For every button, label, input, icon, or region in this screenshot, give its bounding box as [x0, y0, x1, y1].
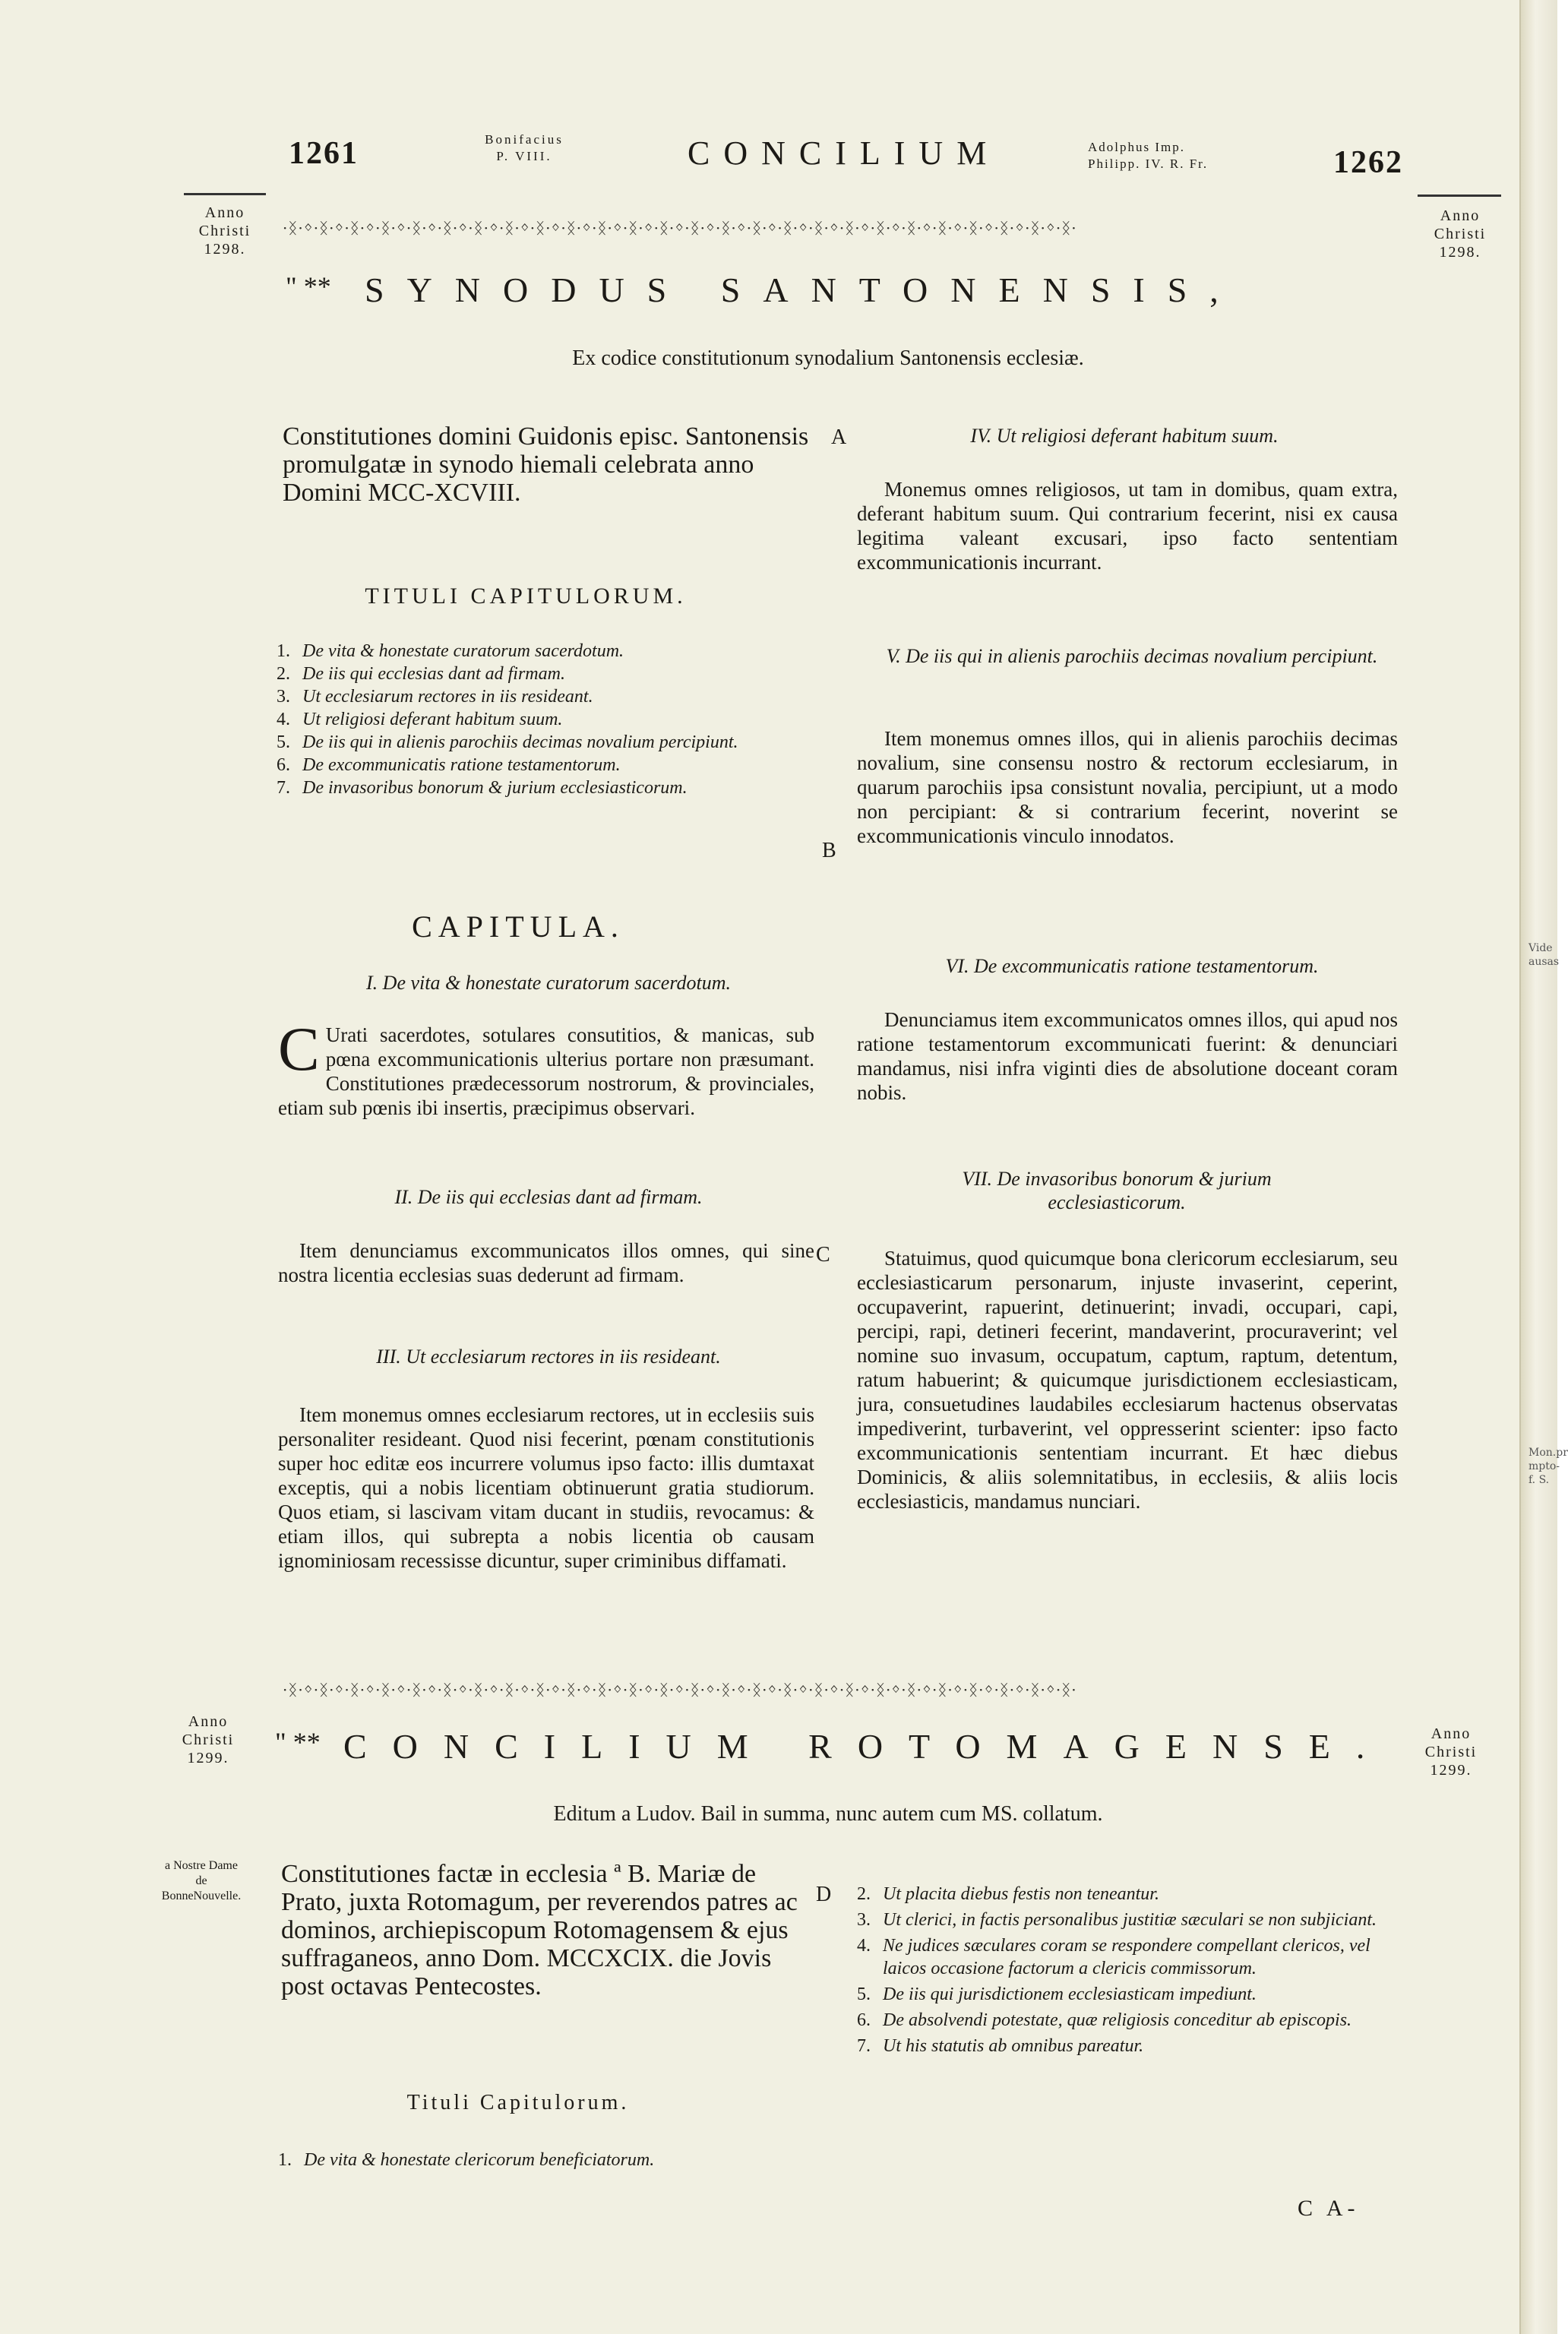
anno-year: 1298.: [204, 241, 246, 258]
chapter-1-heading: I. De vita & honestate curatorum sacerdotum.: [366, 972, 731, 994]
item-text: De vita & honestate curatorum sacerdotum.: [302, 641, 624, 661]
anno-label: Anno: [188, 1713, 229, 1730]
tituli-list: [277, 640, 808, 799]
chapter-1-text: [278, 1014, 814, 1120]
item-text: Ut clerici, in factis personalibus justitiæ sæculari se non subjiciant.: [883, 1910, 1377, 1930]
item-text: De iis qui jurisdictionem ecclesiasticam impediunt.: [883, 1985, 1257, 2004]
list-item: [277, 663, 808, 685]
item-number: 7.: [277, 778, 290, 798]
reference-mark: " **: [275, 1727, 321, 1757]
margin-letter-d: D: [816, 1883, 832, 1906]
list-item: [857, 1934, 1404, 1980]
item-number: 3.: [277, 687, 290, 707]
item-text: Ut ecclesiarum rectores in iis resideant.: [302, 687, 593, 707]
edge-fragment: ausas: [1528, 956, 1560, 968]
item-text: De iis qui ecclesias dant ad firmam.: [302, 664, 565, 684]
header-ruler-line1: Adolphus Imp.: [1088, 140, 1185, 154]
anno-label: Anno: [1440, 207, 1481, 224]
concilium-tituli-heading: Tituli Capitulorum.: [406, 2091, 630, 2114]
list-item: [277, 776, 808, 799]
catchword: C A-: [1298, 2196, 1360, 2221]
item-text: Ut religiosi deferant habitum suum.: [302, 710, 563, 729]
anno-rule: [1418, 194, 1501, 197]
chapter-6-heading: VI. De excommunicatis ratione testamentorum.: [945, 955, 1319, 977]
list-item: [277, 731, 808, 754]
chapter-6-text: Denunciamus item excommunicatos omnes illos, qui apud nos ratione testamentorum excommunicati fuerint: & denunciari mandamus, nisi infra viginti dies de absolutione doceant coram nobis.: [857, 1008, 1398, 1104]
anno-year: 1298.: [1439, 244, 1481, 261]
margin-letter-a: A: [831, 425, 847, 449]
anno-block-left-top: [179, 204, 270, 258]
item-text: De excommunicatis ratione testamentorum.: [302, 755, 621, 775]
list-item: [277, 708, 808, 731]
list-item: [857, 1883, 1404, 1905]
item-number: 4.: [857, 1936, 871, 1956]
item-text: Ut placita diebus festis non teneantur.: [883, 1884, 1159, 1904]
list-item: [277, 685, 808, 708]
item-number: 2.: [277, 664, 290, 684]
item-text: Ne judices sæculares coram se respondere compellant clericos, vel laicos occasione factorum a clericis commissorum.: [883, 1936, 1370, 1978]
anno-label: Anno: [204, 204, 245, 221]
list-item: [857, 1909, 1404, 1931]
list-item: [277, 640, 808, 663]
marginal-note: a Nostre Dame de BonneNouvelle.: [161, 1859, 242, 1902]
chapter-2-heading: II. De iis qui ecclesias dant ad firmam.: [394, 1186, 703, 1208]
item-number: 5.: [857, 1985, 871, 2004]
anno-label: Christi: [198, 223, 251, 239]
header-ruler-line2: Philipp. IV. R. Fr.: [1088, 157, 1209, 171]
item-text: De vita & honestate clericorum beneficiatorum.: [304, 2150, 655, 2170]
chapter-4-heading: IV. Ut religiosi deferant habitum suum.: [970, 425, 1279, 447]
item-number: 1.: [277, 641, 290, 661]
anno-block-right-bottom: [1405, 1725, 1497, 1779]
anno-block-left-bottom: [163, 1713, 254, 1767]
list-item: [857, 2009, 1404, 2032]
list-item: [277, 754, 808, 776]
chapter-3-text: Item monemus omnes ecclesiarum rectores, ut in ecclesiis suis personaliter resideant. Quod nisi fecerint, pœnam constitutionis super hoc editæ eos incurrere volumus ipso facto: illis dumtaxat exceptis, qui a nobis licentiam obtinuerunt gratia studiorum. Quos etiam, si lascivam vitam ducant in studiis, revocamus: & etiam illos, qui subrepta a nobis licentia ob causam ignominiosam recessisse dicuntur, super criminibus diffamati.: [278, 1403, 814, 1572]
edge-fragment: Vide: [1528, 942, 1553, 954]
concilium-tituli-right: [857, 1883, 1404, 2057]
anno-label: Christi: [182, 1732, 235, 1748]
list-item: [857, 2035, 1404, 2057]
anno-block-right-top: [1415, 207, 1506, 261]
ornament-band-middle: ·ᛝ·ᛜ·ᛝ·ᛜ·ᛝ·ᛜ·ᛝ·ᛜ·ᛝ·ᛜ·ᛝ·ᛜ·ᛝ·ᛜ·ᛝ·ᛜ·ᛝ·ᛜ·ᛝ·ᛜ·ᛝ·ᛜ·ᛝ·ᛜ·ᛝ·ᛜ·ᛝ·ᛜ·ᛝ·ᛜ·ᛝ·ᛜ·ᛝ·ᛜ·ᛝ·ᛜ·ᛝ·ᛜ·ᛝ·ᛜ·ᛝ·ᛜ·ᛝ·ᛜ·ᛝ·ᛜ·ᛝ·ᛜ·ᛝ·ᛜ·ᛝ·: [283, 1681, 1077, 1699]
list-item: [278, 2149, 840, 2171]
item-number: 4.: [277, 710, 290, 729]
anno-label: Christi: [1434, 226, 1487, 242]
chapter-4-text: Monemus omnes religiosos, ut tam in domibus, quam extra, deferant habitum suum. Qui contrarium fecerint, nisi ex causa legitima valeant excusari, ipso facto sententiam excommunicationis incurrant.: [857, 478, 1398, 574]
synod-intro: Constitutiones domini Guidonis episc. Santonensis promulgatæ in synodo hiemali celebrata anno Domini MCC-XCVIII.: [283, 422, 809, 507]
concilium-intro: Constitutiones factæ in ecclesia ª B. Mariæ de Prato, juxta Rotomagum, per reverendos patres ac dominos, archiepiscopum Rotomagensem & ejus suffraganeos, anno Dom. MCCXCIX. die Jovis post octavas Pentecostes.: [281, 1860, 798, 2000]
chapter-7-text: Statuimus, quod quicumque bona clericorum ecclesiarum, seu ecclesiasticarum personarum, injuste invaserint, ceperint, occupaverint, rapuerint, detinuerint; invadi, occupari, capi, percipi, rapi, detineri fecerint, mandaverint, procuraverint; vel nomine suo invasum, occupatum, captum, raptum, detentum, ratum habuerint; & quicumque jurisdictionem ecclesiasticam, jura, consuetudines laudabiles ecclesiarum hactenus observatas impediverint, turbaverint, vel oppresserint scienter: ipso facto excommunicationis sententiam incurrant. Et hæc diebus Dominicis, & aliis solemnitatibus, in ecclesiis, & aliis locis ecclesiasticis, mandamus nunciari.: [857, 1247, 1398, 1513]
header-pope-line2: P. VIII.: [496, 149, 552, 163]
anno-label: Anno: [1430, 1725, 1472, 1742]
drop-cap: C: [278, 1014, 320, 1083]
anno-year: 1299.: [1430, 1762, 1472, 1779]
ornament-band-top: ·ᛝ·ᛜ·ᛝ·ᛜ·ᛝ·ᛜ·ᛝ·ᛜ·ᛝ·ᛜ·ᛝ·ᛜ·ᛝ·ᛜ·ᛝ·ᛜ·ᛝ·ᛜ·ᛝ·ᛜ·ᛝ·ᛜ·ᛝ·ᛜ·ᛝ·ᛜ·ᛝ·ᛜ·ᛝ·ᛜ·ᛝ·ᛜ·ᛝ·ᛜ·ᛝ·ᛜ·ᛝ·ᛜ·ᛝ·ᛜ·ᛝ·ᛜ·ᛝ·ᛜ·ᛝ·ᛜ·ᛝ·ᛜ·ᛝ·ᛜ·ᛝ·: [283, 219, 1077, 237]
anno-year: 1299.: [187, 1750, 229, 1766]
item-number: 6.: [277, 755, 290, 775]
item-text: Ut his statutis ab omnibus pareatur.: [883, 2036, 1144, 2056]
item-number: 2.: [857, 1884, 871, 1904]
anno-label: Christi: [1424, 1744, 1478, 1760]
header-pope-line1: Bonifacius: [485, 132, 564, 147]
edge-fragment: mpto-: [1528, 1460, 1560, 1472]
list-item: [857, 1983, 1404, 2006]
chapter-1-body: Urati sacerdotes, sotulares consutitios, & manicas, sub pœna excommunicationis ulterius portare non præsumant. Constitutiones prædecessorum nostrorum, & provinciales, etiam sub pœnis ibi insertis, præcipimus observari.: [278, 1023, 814, 1119]
item-number: 3.: [857, 1910, 871, 1930]
page-number-left: 1261: [289, 136, 359, 171]
page-number-right: 1262: [1333, 145, 1403, 180]
item-text: De iis qui in alienis parochiis decimas novalium percipiunt.: [302, 732, 738, 752]
tituli-heading: TITULI CAPITULORUM.: [365, 584, 687, 609]
running-title: CONCILIUM: [688, 134, 1001, 172]
reference-mark: " **: [286, 271, 331, 302]
item-number: 6.: [857, 2010, 871, 2030]
chapter-7-heading: VII. De invasoribus bonorum & jurium ecclesiasticorum.: [962, 1168, 1272, 1213]
chapter-2-text: Item denunciamus excommunicatos illos omnes, qui sine nostra licentia ecclesias suas dederunt ad firmam.: [278, 1239, 814, 1286]
concilium-title: CONCILIUM ROTOMAGENSE.: [343, 1727, 1391, 1766]
item-number: 5.: [277, 732, 290, 752]
item-number: 7.: [857, 2036, 871, 2056]
capitula-heading: CAPITULA.: [412, 909, 624, 944]
item-number: 1.: [278, 2150, 292, 2170]
edge-fragment: Mon.pr: [1528, 1447, 1568, 1459]
synod-title: SYNODUS SANTONENSIS,: [365, 270, 1241, 309]
margin-letter-c: C: [816, 1243, 830, 1267]
margin-letter-b: B: [822, 839, 836, 862]
chapter-5-text: Item monemus omnes illos, qui in alienis parochiis decimas novalium, sine consensu nostro & rectorum ecclesiarum, in quarum parochiis ipsa consistunt novalia, percipiunt, ut a modo non percipiant: & si contrarium fecerint, noverint se excommunicationis vinculo innodatos.: [857, 727, 1398, 847]
concilium-tituli-left: [278, 2149, 840, 2171]
anno-rule: [184, 193, 266, 195]
concilium-subtitle: Editum a Ludov. Bail in summa, nunc autem cum MS. collatum.: [553, 1802, 1103, 1826]
edge-fragment: f. S.: [1528, 1474, 1550, 1486]
chapter-5-heading: V. De iis qui in alienis parochiis decimas novalium percipiunt.: [886, 645, 1378, 667]
item-text: De absolvendi potestate, quæ religiosis conceditur ab episcopis.: [883, 2010, 1352, 2030]
adjacent-page-edge: [1519, 0, 1568, 2334]
synod-subtitle: Ex codice constitutionum synodalium Santonensis ecclesiæ.: [572, 346, 1084, 370]
chapter-3-heading: III. Ut ecclesiarum rectores in iis resideant.: [376, 1346, 721, 1368]
item-text: De invasoribus bonorum & jurium ecclesiasticorum.: [302, 778, 688, 798]
